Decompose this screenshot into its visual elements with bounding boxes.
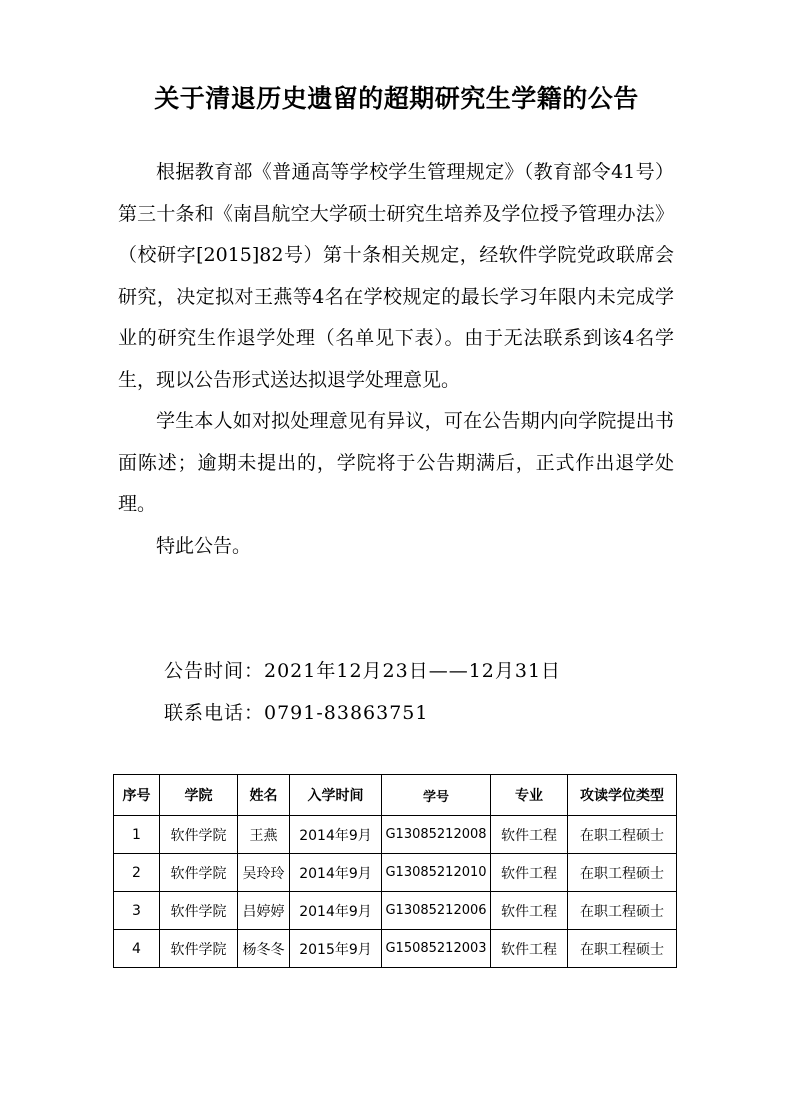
cell-name: 王燕 <box>238 816 290 854</box>
cell-student-id: G13085212008 <box>382 816 491 854</box>
notice-time: 公告时间：2021年12月23日——12月31日 <box>164 660 562 682</box>
header-college: 学院 <box>160 775 238 816</box>
cell-college: 软件学院 <box>160 854 238 892</box>
contact-phone: 联系电话：0791-83863751 <box>164 702 429 724</box>
paragraph-regulation: 根据教育部《普通高等学校学生管理规定》（教育部令41号）第三十条和《南昌航空大学硕士研究生培养及学位授予管理办法》（校研字[2015]82号）第十条相关规定，经软件学院党政联席会研究，决定拟对王燕等4名在学校规定的最长学习年限内未完成学业的研究生作退学处理（名单见下表）。由于无法联系到该4名学生，现以公告形式送达拟退学处理意见。 <box>118 161 674 391</box>
table-row <box>114 892 677 930</box>
header-student-id: 学号 <box>382 775 491 816</box>
student-table <box>113 774 677 968</box>
cell-seq: 2 <box>114 854 160 892</box>
paragraph-objection: 学生本人如对拟处理意见有异议，可在公告期内向学院提出书面陈述；逾期未提出的，学院将于公告期满后，正式作出退学处理。 <box>118 410 674 515</box>
cell-enroll-date: 2014年9月 <box>290 854 382 892</box>
cell-college: 软件学院 <box>160 816 238 854</box>
table-header-row <box>114 775 677 816</box>
cell-seq: 4 <box>114 930 160 968</box>
cell-degree-type: 在职工程硕士 <box>568 892 677 930</box>
cell-enroll-date: 2014年9月 <box>290 816 382 854</box>
cell-major: 软件工程 <box>491 854 568 892</box>
cell-student-id: G15085212003 <box>382 930 491 968</box>
cell-major: 软件工程 <box>491 892 568 930</box>
cell-enroll-date: 2014年9月 <box>290 892 382 930</box>
header-major: 专业 <box>491 775 568 816</box>
cell-degree-type: 在职工程硕士 <box>568 930 677 968</box>
cell-major: 软件工程 <box>491 930 568 968</box>
cell-name: 杨冬冬 <box>238 930 290 968</box>
header-name: 姓名 <box>238 775 290 816</box>
table-row <box>114 930 677 968</box>
document-title: 关于清退历史遗留的超期研究生学籍的公告 <box>154 84 639 113</box>
cell-degree-type: 在职工程硕士 <box>568 854 677 892</box>
header-seq: 序号 <box>114 775 160 816</box>
cell-student-id: G13085212010 <box>382 854 491 892</box>
cell-name: 吴玲玲 <box>238 854 290 892</box>
cell-name: 吕婷婷 <box>238 892 290 930</box>
cell-college: 软件学院 <box>160 892 238 930</box>
cell-seq: 3 <box>114 892 160 930</box>
cell-student-id: G13085212006 <box>382 892 491 930</box>
table-row <box>114 816 677 854</box>
header-enroll-date: 入学时间 <box>290 775 382 816</box>
cell-seq: 1 <box>114 816 160 854</box>
cell-degree-type: 在职工程硕士 <box>568 816 677 854</box>
header-degree-type: 攻读学位类型 <box>568 775 677 816</box>
cell-enroll-date: 2015年9月 <box>290 930 382 968</box>
cell-major: 软件工程 <box>491 816 568 854</box>
table-row <box>114 854 677 892</box>
cell-college: 软件学院 <box>160 930 238 968</box>
paragraph-closing: 特此公告。 <box>156 534 252 557</box>
document-body <box>118 152 674 567</box>
